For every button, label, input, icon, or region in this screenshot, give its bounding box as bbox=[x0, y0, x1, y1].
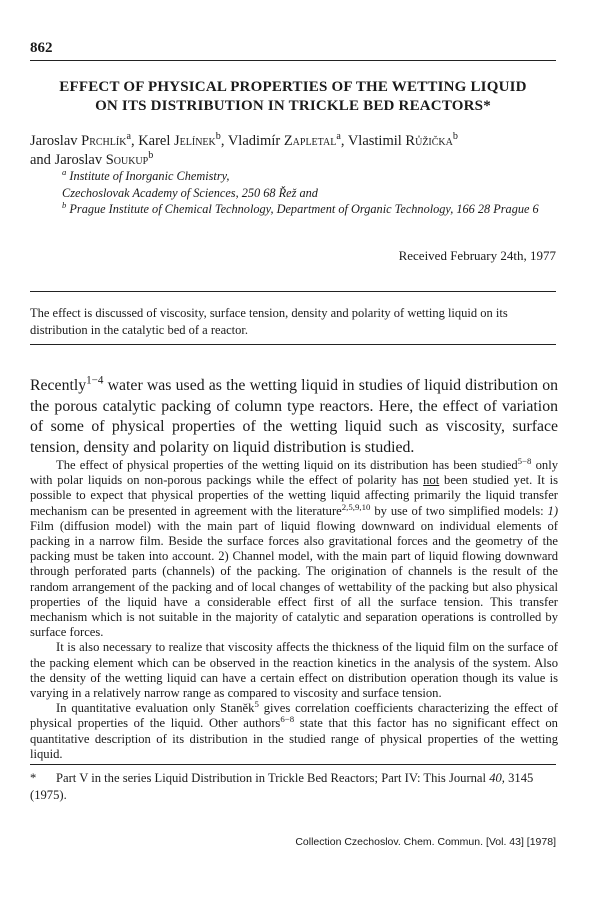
affiliation-b: $^b$ Prague Institute of Chemical Technology, Department of Organic Technology, 166 28 Prague 6 bbox=[62, 199, 539, 216]
abstract-bottom-rule bbox=[30, 344, 556, 345]
abstract: The effect is discussed of viscosity, surface tension, density and polarity of wetting liquid on its distribution in the catalytic bed of a reactor. bbox=[30, 306, 508, 337]
abstract-top-rule bbox=[30, 291, 556, 292]
body-paragraph-3: In quantitative evaluation only Staněk$^5$ gives correlation coefficients characterizing the effect of physical properties of the liquid. Other authors$^{6-8}$ state that this factor has no significant effect on quantitative description of its distribution in the studied range of physical properties of the wetting liquid. bbox=[30, 699, 558, 761]
body-paragraph-2: It is also necessary to realize that viscosity affects the thickness of the liquid film on the surface of the packing element which can be observed in the reaction kinetics in the analysis of the system. Also the density of the wetting liquid can have a certain effect on distribution operation though its value is varying in a relatively narrow range as compared to viscosity and surface tension. bbox=[30, 640, 558, 701]
body-text bbox=[30, 455, 559, 762]
author-5: Jaroslav Soukup$^b$ bbox=[54, 150, 154, 168]
affiliation-a: $^a$ Institute of Inorganic Chemistry, bbox=[62, 166, 230, 183]
article-title bbox=[30, 78, 556, 116]
body-paragraph-1: The effect of physical properties of the wetting liquid on its distribution has been studied$^{5-8}$ only with polar liquids on non-porous packings while the effect of polarity has not been studied yet. It is possible to expect that physical properties of the wetting liquid affecting primarily the liquid transfer mechanism can be presented in agreement with the literature$^{2,5,9,10}$ by use of two simplified models: 1) Film (diffusion model) with the main part of liquid flowing downward on individual elements of packing in a narrow film. Beside the surface forces also gravitational forces and the geometry of the packing must be taken into account. 2) Channel model, with the main part of liquid flowing downward through perforated parts (channels) of the packing. The origination of channels is the result of the random arrangement of the packing and of local changes of wettability of the packing but also physical properties of the liquid have a considerable effect first of all the surface tension. This transfer mechanism which is not suitable in the majority of catalytic and separation operations is controlled by surface forces. bbox=[30, 455, 559, 640]
title-line-2: ON ITS DISTRIBUTION IN TRICKLE BED REACTORS* bbox=[95, 98, 491, 114]
received-date: Received February 24th, 1977 bbox=[398, 248, 556, 263]
journal-footer: Collection Czechoslov. Chem. Commun. [Vol. 43] [1978] bbox=[295, 836, 556, 848]
title-line-1: EFFECT OF PHYSICAL PROPERTIES OF THE WETTING LIQUID bbox=[59, 79, 527, 95]
page-number: 862 bbox=[30, 40, 53, 56]
affiliations bbox=[62, 168, 562, 218]
footnote: * Part V in the series Liquid Distribution in Trickle Bed Reactors; Part IV: This Journal 40, 3145 (1975). bbox=[30, 771, 534, 802]
author-1: Jaroslav Prchlík$^a$ bbox=[30, 131, 131, 149]
author-2: Karel Jelínek$^b$ bbox=[138, 131, 221, 149]
author-4: Vlastimil Růžička$^b$ bbox=[347, 131, 458, 149]
intro-paragraph: Recently$^{1-4}$ water was used as the wetting liquid in studies of liquid distribution on the porous catalytic packing of column type reactors. Here, the effect of variation of some of physical properties of the wetting liquid such as viscosity, surface tension, density and polarity on liquid distribution is studied. bbox=[30, 374, 558, 456]
affiliation-a-line-2: Czechoslovak Academy of Sciences, 250 68 Řež and bbox=[62, 185, 318, 200]
footnote-rule bbox=[30, 764, 556, 765]
header-rule bbox=[30, 60, 556, 61]
author-list: Jaroslav Prchlík$^a$, Karel Jelínek$^b$, Vladimír Zapletal$^a$, Vlastimil Růžička$^b$ and Jaroslav Soukup$^b$ bbox=[30, 131, 458, 168]
author-3: Vladimír Zapletal$^a$ bbox=[227, 131, 341, 149]
